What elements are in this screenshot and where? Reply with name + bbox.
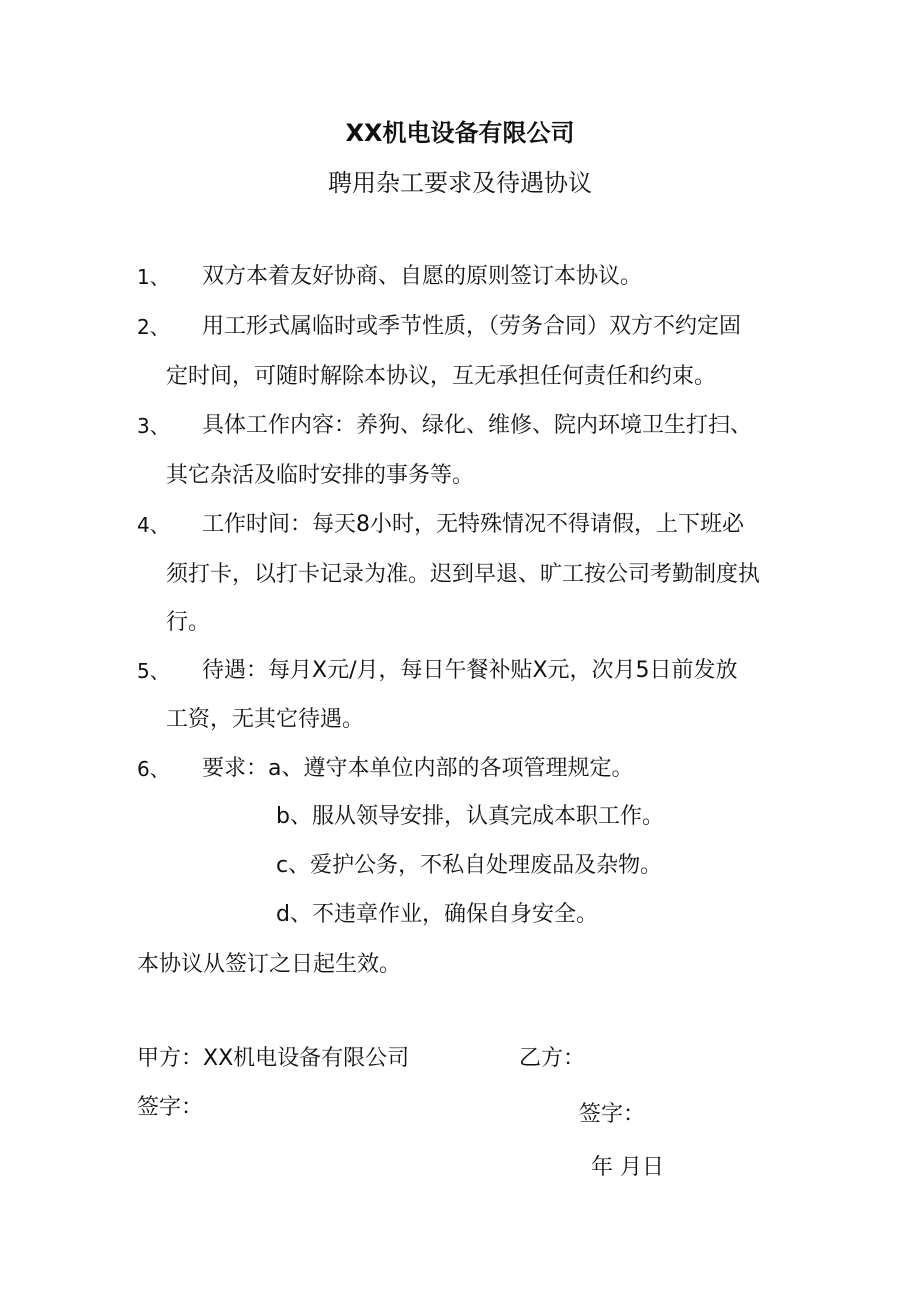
clause-number: 3、	[137, 414, 170, 438]
company-title: XX机电设备有限公司	[345, 119, 575, 147]
clause-text: 要求：a、遵守本单位内部的各项管理规定。	[202, 756, 634, 781]
effective-statement: 本协议从签订之日起生效。	[137, 952, 402, 977]
requirement-item: c、爱护公务，不私自处理废品及杂物。	[276, 853, 663, 878]
clause-text: 待遇：每月X元/月，每日午餐补贴X元，次月5日前发放	[202, 658, 738, 683]
clause-text: 行。	[166, 610, 211, 635]
clause-text: 须打卡，以打卡记录为准。迟到早退、旷工按公司考勤制度执	[166, 562, 761, 587]
party-a-signature: 签字：	[137, 1095, 204, 1120]
signing-date: 年 月日	[591, 1155, 664, 1180]
clause-number: 1、	[137, 265, 170, 289]
clause-number: 6、	[137, 757, 170, 781]
agreement-title: 聘用杂工要求及待遇协议	[328, 169, 592, 197]
clause-number: 4、	[137, 513, 170, 537]
requirement-item: d、不违章作业，确保自身安全。	[276, 902, 598, 927]
clause-text: 工资，无其它待遇。	[166, 707, 365, 732]
clause-number: 2、	[137, 315, 170, 339]
clause-text: 其它杂活及临时安排的事务等。	[166, 463, 475, 488]
requirement-item: b、服从领导安排，认真完成本职工作。	[276, 804, 664, 829]
clause-number: 5、	[137, 659, 170, 683]
clause-text: 用工形式属临时或季节性质，（劳务合同）双方不约定固	[202, 314, 742, 339]
party-b: 乙方：	[519, 1046, 586, 1071]
clause-text: 定时间，可随时解除本协议，互无承担任何责任和约束。	[166, 364, 717, 389]
party-b-signature: 签字：	[579, 1102, 646, 1127]
party-a: 甲方：XX机电设备有限公司	[137, 1046, 410, 1071]
clause-text: 具体工作内容：养狗、绿化、维修、院内环境卫生打扫、	[202, 413, 753, 438]
clause-text: 工作时间：每天8小时，无特殊情况不得请假，上下班必	[202, 512, 744, 537]
clause-text: 双方本着友好协商、自愿的原则签订本协议。	[202, 264, 643, 289]
